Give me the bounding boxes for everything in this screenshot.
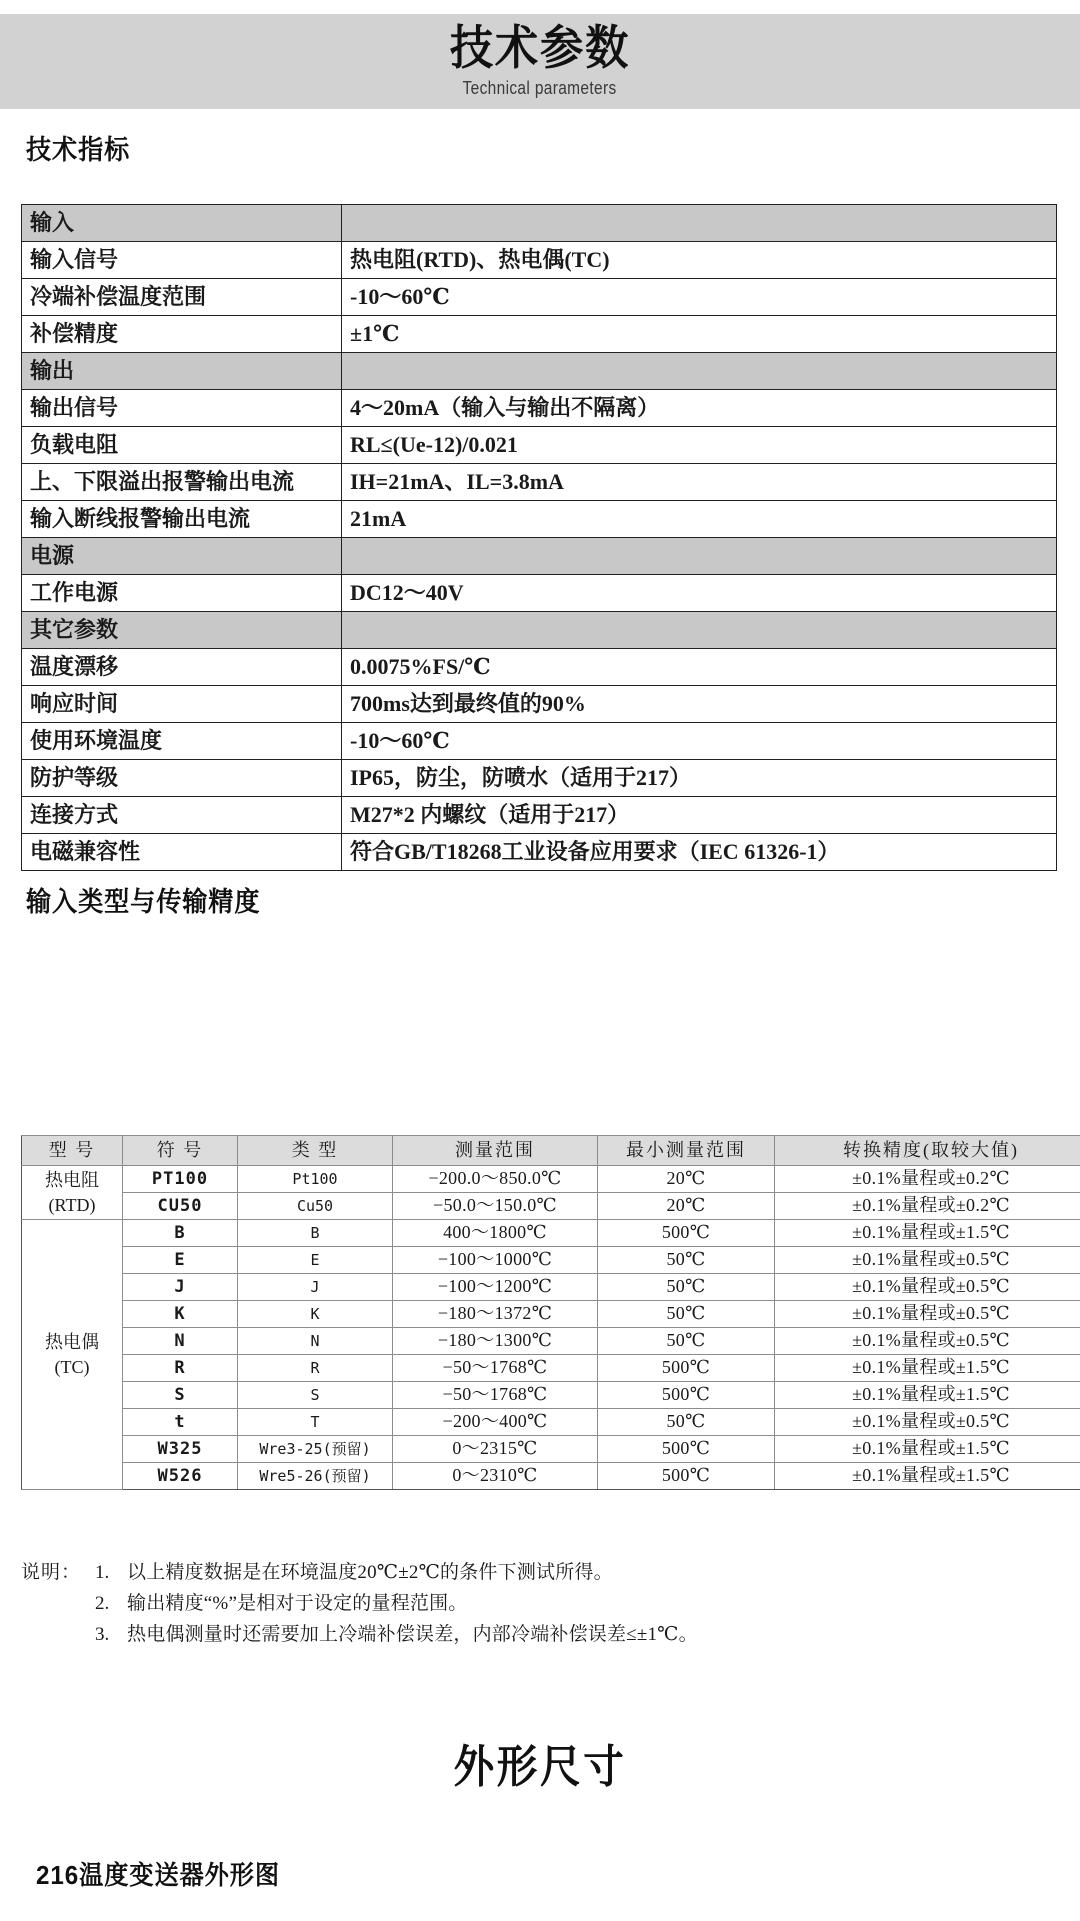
spec-table-row bbox=[22, 575, 1057, 612]
col-header-range: 测量范围 bbox=[393, 1136, 598, 1166]
cell-min-range: 50℃ bbox=[598, 1301, 775, 1328]
spec-table-row bbox=[22, 427, 1057, 464]
sensor-group-abbrev: (RTD) bbox=[48, 1194, 96, 1215]
cell-accuracy: ±0.1%量程或±0.5℃ bbox=[775, 1301, 1080, 1328]
cell-min-range: 20℃ bbox=[598, 1193, 775, 1220]
cell-symbol: t bbox=[123, 1409, 238, 1436]
input-type-table-head bbox=[22, 1136, 1080, 1166]
banner-title-en: Technical parameters bbox=[462, 78, 618, 98]
cell-type: E bbox=[238, 1247, 393, 1274]
spec-table-row bbox=[22, 649, 1057, 686]
section-heading-tech-index: 技术指标 bbox=[26, 135, 131, 165]
notes-lead-label: 说明： bbox=[21, 1562, 82, 1583]
table-row bbox=[22, 1220, 1080, 1247]
spec-table-row bbox=[22, 686, 1057, 723]
cell-min-range: 500℃ bbox=[598, 1220, 775, 1247]
spec-value-cell: 0.0075%FS/℃ bbox=[342, 649, 1057, 686]
spec-value-cell bbox=[342, 538, 1057, 575]
note-text: 输出精度“%”是相对于设定的量程范围。 bbox=[127, 1592, 468, 1614]
cell-type: B bbox=[238, 1220, 393, 1247]
spec-label-cell: 响应时间 bbox=[22, 686, 342, 723]
cell-type: Wre3-25(预留) bbox=[238, 1436, 393, 1463]
cell-symbol: R bbox=[123, 1355, 238, 1382]
spec-value-cell: 700ms达到最终值的90% bbox=[342, 686, 1057, 723]
cell-range: −50～1768℃ bbox=[393, 1355, 598, 1382]
spec-label-cell: 温度漂移 bbox=[22, 649, 342, 686]
spec-table-row bbox=[22, 797, 1057, 834]
cell-min-range: 500℃ bbox=[598, 1436, 775, 1463]
notes-block bbox=[21, 1558, 1021, 1650]
spec-label-cell: 冷端补偿温度范围 bbox=[22, 279, 342, 316]
spec-label-cell: 使用环境温度 bbox=[22, 723, 342, 760]
spec-label-cell: 输入断线报警输出电流 bbox=[22, 501, 342, 538]
spec-table-row bbox=[22, 279, 1057, 316]
col-header-symbol: 符 号 bbox=[123, 1136, 238, 1166]
sensor-group-cell bbox=[22, 1166, 123, 1220]
note-number: 2. bbox=[95, 1592, 110, 1614]
cell-symbol: J bbox=[123, 1274, 238, 1301]
spec-value-cell: RL≤(Ue-12)/0.021 bbox=[342, 427, 1057, 464]
spec-group-row bbox=[22, 538, 1057, 575]
note-item bbox=[21, 1558, 1021, 1589]
cell-accuracy: ±0.1%量程或±1.5℃ bbox=[775, 1463, 1080, 1490]
cell-symbol: S bbox=[123, 1382, 238, 1409]
cell-range: −100～1000℃ bbox=[393, 1247, 598, 1274]
spec-label-cell: 输出信号 bbox=[22, 390, 342, 427]
cell-min-range: 50℃ bbox=[598, 1409, 775, 1436]
table-row bbox=[22, 1409, 1080, 1436]
section-heading-input-type: 输入类型与传输精度 bbox=[26, 887, 261, 917]
cell-accuracy: ±0.1%量程或±0.5℃ bbox=[775, 1274, 1080, 1301]
cell-type: Pt100 bbox=[238, 1166, 393, 1193]
cell-range: −200.0～850.0℃ bbox=[393, 1166, 598, 1193]
col-header-accuracy: 转换精度(取较大值) bbox=[775, 1136, 1080, 1166]
table-row bbox=[22, 1166, 1080, 1193]
table-row bbox=[22, 1355, 1080, 1382]
spec-label-cell: 防护等级 bbox=[22, 760, 342, 797]
sensor-group-name: 热电偶 bbox=[45, 1332, 99, 1353]
spec-value-cell: IP65，防尘，防喷水（适用于217） bbox=[342, 760, 1057, 797]
spec-group-row bbox=[22, 612, 1057, 649]
cell-range: 0～2310℃ bbox=[393, 1463, 598, 1490]
spec-label-cell: 上、下限溢出报警输出电流 bbox=[22, 464, 342, 501]
cell-min-range: 500℃ bbox=[598, 1382, 775, 1409]
cell-symbol: W526 bbox=[123, 1463, 238, 1490]
table-row bbox=[22, 1247, 1080, 1274]
cell-accuracy: ±0.1%量程或±1.5℃ bbox=[775, 1220, 1080, 1247]
cell-accuracy: ±0.1%量程或±0.5℃ bbox=[775, 1328, 1080, 1355]
cell-type: J bbox=[238, 1274, 393, 1301]
cell-type: K bbox=[238, 1301, 393, 1328]
table-row bbox=[22, 1382, 1080, 1409]
cell-min-range: 50℃ bbox=[598, 1328, 775, 1355]
spec-table bbox=[21, 204, 1057, 871]
cell-accuracy: ±0.1%量程或±1.5℃ bbox=[775, 1436, 1080, 1463]
spec-label-cell: 连接方式 bbox=[22, 797, 342, 834]
table-header-row bbox=[22, 1136, 1080, 1166]
note-number: 3. bbox=[95, 1623, 110, 1645]
cell-type: Wre5-26(预留) bbox=[238, 1463, 393, 1490]
cell-range: −100～1200℃ bbox=[393, 1274, 598, 1301]
cell-range: −180～1300℃ bbox=[393, 1328, 598, 1355]
sensor-group-name: 热电阻 bbox=[45, 1170, 99, 1191]
section-heading-dimensions bbox=[0, 1730, 1080, 1795]
spec-label-cell: 输入 bbox=[22, 205, 342, 242]
cell-symbol: B bbox=[123, 1220, 238, 1247]
cell-symbol: PT100 bbox=[123, 1166, 238, 1193]
table-row bbox=[22, 1436, 1080, 1463]
cell-range: −180～1372℃ bbox=[393, 1301, 598, 1328]
cell-type: T bbox=[238, 1409, 393, 1436]
page-banner bbox=[0, 14, 1080, 109]
input-type-table-body bbox=[22, 1166, 1080, 1490]
spec-table-row bbox=[22, 723, 1057, 760]
spec-table-body bbox=[22, 205, 1057, 871]
spec-value-cell: 热电阻(RTD)、热电偶(TC) bbox=[342, 242, 1057, 279]
table-row bbox=[22, 1328, 1080, 1355]
spec-value-cell bbox=[342, 612, 1057, 649]
note-item bbox=[21, 1620, 1021, 1651]
spec-table-row bbox=[22, 316, 1057, 353]
spec-value-cell: -10～60℃ bbox=[342, 723, 1057, 760]
spec-table-row bbox=[22, 242, 1057, 279]
spec-value-cell: 21mA bbox=[342, 501, 1057, 538]
spec-value-cell: DC12～40V bbox=[342, 575, 1057, 612]
spec-label-cell: 输入信号 bbox=[22, 242, 342, 279]
spec-label-cell: 工作电源 bbox=[22, 575, 342, 612]
table-row bbox=[22, 1463, 1080, 1490]
spec-table-row bbox=[22, 834, 1057, 871]
cell-symbol: K bbox=[123, 1301, 238, 1328]
spec-table-row bbox=[22, 760, 1057, 797]
table-row bbox=[22, 1193, 1080, 1220]
cell-range: 400～1800℃ bbox=[393, 1220, 598, 1247]
cell-min-range: 500℃ bbox=[598, 1463, 775, 1490]
dimensions-heading-text: 外形尺寸 bbox=[453, 1741, 627, 1792]
cell-accuracy: ±0.1%量程或±0.2℃ bbox=[775, 1166, 1080, 1193]
section-heading-216-drawing: 216温度变送器外形图 bbox=[36, 1860, 281, 1890]
spec-table-row bbox=[22, 464, 1057, 501]
spec-table-row bbox=[22, 390, 1057, 427]
cell-symbol: N bbox=[123, 1328, 238, 1355]
col-header-min-range: 最小测量范围 bbox=[598, 1136, 775, 1166]
cell-accuracy: ±0.1%量程或±1.5℃ bbox=[775, 1355, 1080, 1382]
spec-label-cell: 补偿精度 bbox=[22, 316, 342, 353]
note-text: 热电偶测量时还需要加上冷端补偿误差，内部冷端补偿误差≤±1℃。 bbox=[127, 1623, 698, 1645]
spec-label-cell: 负载电阻 bbox=[22, 427, 342, 464]
cell-accuracy: ±0.1%量程或±0.5℃ bbox=[775, 1247, 1080, 1274]
cell-range: −50.0～150.0℃ bbox=[393, 1193, 598, 1220]
input-type-table bbox=[21, 1135, 1080, 1490]
cell-symbol: W325 bbox=[123, 1436, 238, 1463]
banner-title-cn: 技术参数 bbox=[449, 21, 631, 74]
spec-value-cell: IH=21mA、IL=3.8mA bbox=[342, 464, 1057, 501]
spec-table-row bbox=[22, 501, 1057, 538]
cell-range: −50～1768℃ bbox=[393, 1382, 598, 1409]
spec-value-cell bbox=[342, 205, 1057, 242]
cell-min-range: 20℃ bbox=[598, 1166, 775, 1193]
notes-lead-label bbox=[21, 1620, 95, 1651]
cell-type: R bbox=[238, 1355, 393, 1382]
notes-lead-label bbox=[21, 1589, 95, 1620]
cell-min-range: 50℃ bbox=[598, 1247, 775, 1274]
cell-range: −200～400℃ bbox=[393, 1409, 598, 1436]
spec-label-cell: 其它参数 bbox=[22, 612, 342, 649]
spec-group-row bbox=[22, 205, 1057, 242]
note-text: 以上精度数据是在环境温度20℃±2℃的条件下测试所得。 bbox=[127, 1562, 613, 1583]
cell-type: N bbox=[238, 1328, 393, 1355]
spec-value-cell: 4～20mA（输入与输出不隔离） bbox=[342, 390, 1057, 427]
col-header-model: 型 号 bbox=[22, 1136, 123, 1166]
col-header-type: 类 型 bbox=[238, 1136, 393, 1166]
cell-symbol: CU50 bbox=[123, 1193, 238, 1220]
cell-min-range: 500℃ bbox=[598, 1355, 775, 1382]
table-row bbox=[22, 1301, 1080, 1328]
cell-accuracy: ±0.1%量程或±0.2℃ bbox=[775, 1193, 1080, 1220]
spec-value-cell bbox=[342, 353, 1057, 390]
cell-range: 0～2315℃ bbox=[393, 1436, 598, 1463]
cell-min-range: 50℃ bbox=[598, 1274, 775, 1301]
spec-label-cell: 输出 bbox=[22, 353, 342, 390]
cell-symbol: E bbox=[123, 1247, 238, 1274]
spec-value-cell: 符合GB/T18268工业设备应用要求（IEC 61326-1） bbox=[342, 834, 1057, 871]
spec-label-cell: 电磁兼容性 bbox=[22, 834, 342, 871]
cell-type: Cu50 bbox=[238, 1193, 393, 1220]
table-row bbox=[22, 1274, 1080, 1301]
note-item bbox=[21, 1589, 1021, 1620]
note-number: 1. bbox=[95, 1562, 110, 1583]
cell-type: S bbox=[238, 1382, 393, 1409]
spec-value-cell: ±1℃ bbox=[342, 316, 1057, 353]
spec-label-cell: 电源 bbox=[22, 538, 342, 575]
cell-accuracy: ±0.1%量程或±0.5℃ bbox=[775, 1409, 1080, 1436]
spec-value-cell: -10～60℃ bbox=[342, 279, 1057, 316]
spec-group-row bbox=[22, 353, 1057, 390]
spec-value-cell: M27*2 内螺纹（适用于217） bbox=[342, 797, 1057, 834]
sensor-group-abbrev: (TC) bbox=[54, 1356, 90, 1377]
sensor-group-cell bbox=[22, 1220, 123, 1490]
cell-accuracy: ±0.1%量程或±1.5℃ bbox=[775, 1382, 1080, 1409]
